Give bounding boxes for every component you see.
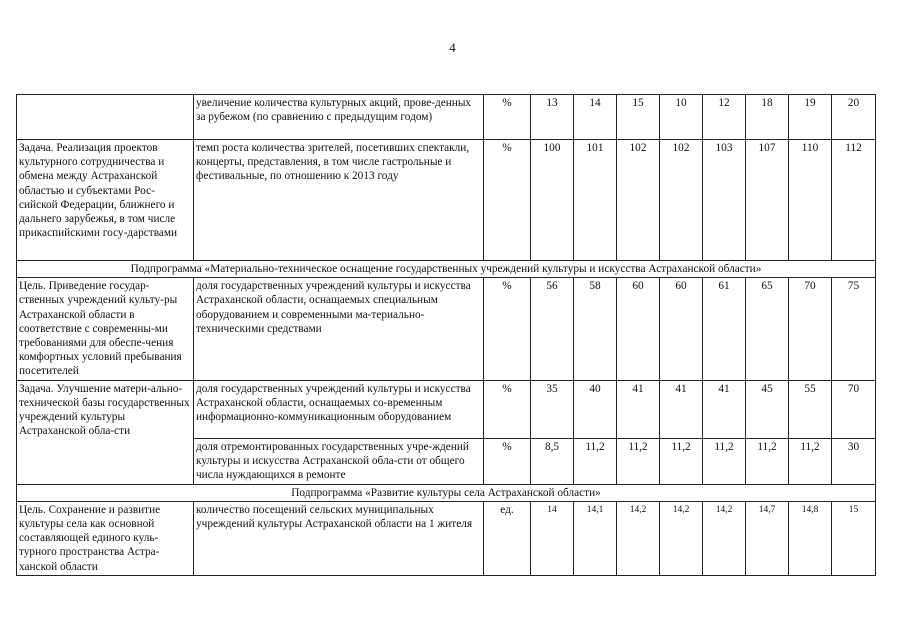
value-cell: 14,1: [574, 501, 617, 575]
goal-cell: [17, 95, 194, 140]
indicator-cell: увеличение количества культурных акций, прове-денных за рубежом (по сравнению с предыдущим годом): [194, 95, 484, 140]
unit-cell: %: [484, 438, 531, 484]
value-cell: 103: [703, 140, 746, 261]
value-cell: 30: [832, 438, 876, 484]
value-cell: 14,2: [703, 501, 746, 575]
goal-cell: Цель. Приведение государ-ственных учреждений культу-ры Астраханской области в соответствие с современны-ми требованиями для обеспе-чения комфортных условий пребывания посетителей: [17, 278, 194, 380]
value-cell: 65: [746, 278, 789, 380]
value-cell: 61: [703, 278, 746, 380]
value-cell: 60: [660, 278, 703, 380]
value-cell: 70: [832, 380, 876, 438]
value-cell: 45: [746, 380, 789, 438]
goal-cell: Цель. Сохранение и развитие культуры села как основной составляющей единого куль-турного пространства Астра-ханской области: [17, 501, 194, 575]
unit-cell: %: [484, 380, 531, 438]
value-cell: 15: [832, 501, 876, 575]
goal-cell: Задача. Улучшение матери-ально-технической базы государственных учреждений культуры Астраханской обла-сти: [17, 380, 194, 484]
table-row: [17, 140, 876, 261]
value-cell: 107: [746, 140, 789, 261]
value-cell: 56: [531, 278, 574, 380]
value-cell: 10: [660, 95, 703, 140]
value-cell: 102: [660, 140, 703, 261]
unit-cell: %: [484, 140, 531, 261]
value-cell: 14,7: [746, 501, 789, 575]
value-cell: 19: [789, 95, 832, 140]
value-cell: 11,2: [746, 438, 789, 484]
value-cell: 14,2: [660, 501, 703, 575]
value-cell: 101: [574, 140, 617, 261]
table-row: [17, 380, 876, 438]
unit-cell: %: [484, 278, 531, 380]
value-cell: 100: [531, 140, 574, 261]
value-cell: 20: [832, 95, 876, 140]
value-cell: 102: [617, 140, 660, 261]
value-cell: 41: [617, 380, 660, 438]
value-cell: 112: [832, 140, 876, 261]
subprogram-row: [17, 261, 876, 278]
indicator-cell: доля государственных учреждений культуры и искусства Астраханской области, оснащаемых со-временным информационно-коммуникационным оборудованием: [194, 380, 484, 438]
unit-cell: ед.: [484, 501, 531, 575]
value-cell: 70: [789, 278, 832, 380]
value-cell: 11,2: [660, 438, 703, 484]
indicators-table: [16, 94, 876, 576]
indicator-cell: количество посещений сельских муниципальных учреждений культуры Астраханской области на 1 жителя: [194, 501, 484, 575]
unit-cell: %: [484, 95, 531, 140]
table-row: [17, 278, 876, 380]
value-cell: 60: [617, 278, 660, 380]
table-row: [17, 501, 876, 575]
value-cell: 12: [703, 95, 746, 140]
indicator-cell: доля государственных учреждений культуры и искусства Астраханской области, оснащаемых специальным оборудованием и современными ма-териально-техническими средствами: [194, 278, 484, 380]
value-cell: 8,5: [531, 438, 574, 484]
subprogram-heading: Подпрограмма «Развитие культуры села Астраханской области»: [17, 484, 876, 501]
value-cell: 58: [574, 278, 617, 380]
value-cell: 14: [574, 95, 617, 140]
value-cell: 14: [531, 501, 574, 575]
value-cell: 14,8: [789, 501, 832, 575]
value-cell: 11,2: [617, 438, 660, 484]
indicator-cell: темп роста количества зрителей, посетивших спектакли, концерты, представления, в том числе гастрольные и фестивальные, по отношению к 2013 году: [194, 140, 484, 261]
subprogram-heading: Подпрограмма «Материально-техническое оснащение государственных учреждений культуры и искусства Астраханской области»: [17, 261, 876, 278]
indicator-cell: доля отремонтированных государственных учре-ждений культуры и искусства Астраханской обла-сти от общего числа нуждающихся в ремонте: [194, 438, 484, 484]
value-cell: 40: [574, 380, 617, 438]
value-cell: 18: [746, 95, 789, 140]
table-row: [17, 95, 876, 140]
value-cell: 11,2: [789, 438, 832, 484]
value-cell: 11,2: [703, 438, 746, 484]
value-cell: 14,2: [617, 501, 660, 575]
page-number: 4: [449, 40, 456, 55]
value-cell: 35: [531, 380, 574, 438]
value-cell: 13: [531, 95, 574, 140]
value-cell: 41: [703, 380, 746, 438]
goal-cell: Задача. Реализация проектов культурного сотрудничества и обмена между Астраханской областью и субъектами Рос-сийской Федерации, ближнего и дальнего зарубежья, в том числе прикаспийскими госу-дарствами: [17, 140, 194, 261]
value-cell: 15: [617, 95, 660, 140]
value-cell: 41: [660, 380, 703, 438]
subprogram-row: [17, 484, 876, 501]
value-cell: 75: [832, 278, 876, 380]
value-cell: 11,2: [574, 438, 617, 484]
value-cell: 55: [789, 380, 832, 438]
value-cell: 110: [789, 140, 832, 261]
